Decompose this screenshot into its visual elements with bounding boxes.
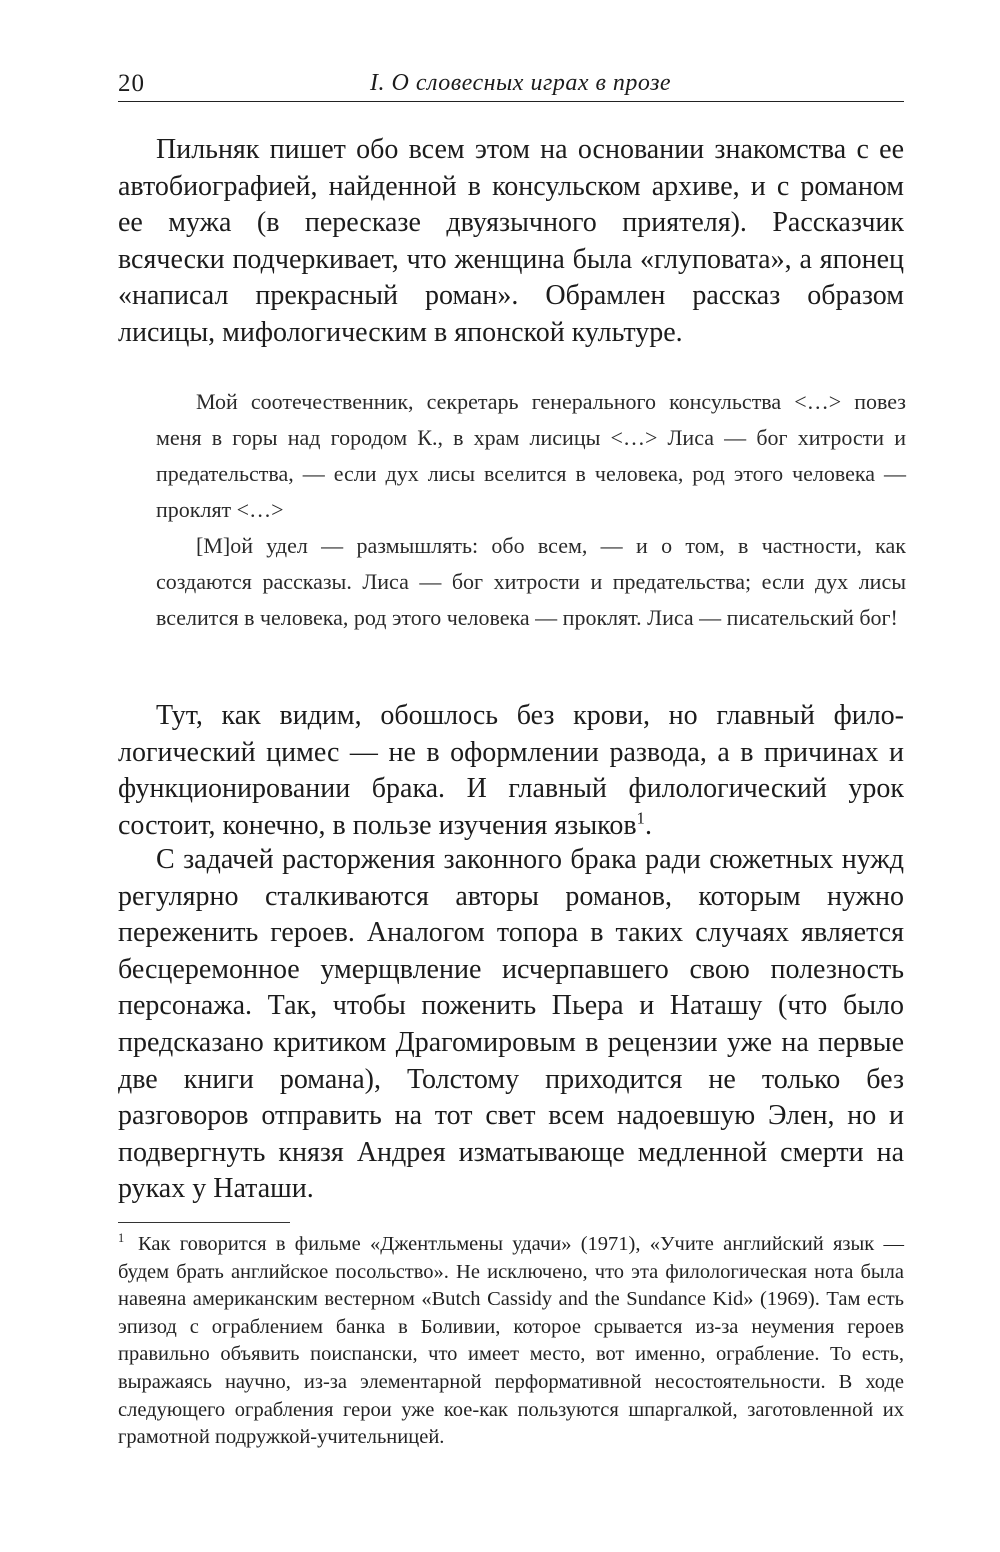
running-title: I. О словесных играх в прозе bbox=[370, 70, 672, 96]
body-paragraph: Пильняк пишет обо всем этом на основании знакомства с ее автобиографией, найденной в консульском архиве, и с романом ее мужа (в пересказе двуязычного приятеля). Рассказчик всячески подчеркивает, что женщина была «глуповата», а японец «написал прекрасный роман». Обрамлен рассказ образом лисицы, мифологическим в японской культуре. bbox=[118, 134, 904, 348]
footnote-text: Как говорится в фильме «Джентльмены удачи» (1971), «Учите английский язык — будем брать английское посольство». Не исключено, что эта филологическая нота была навеяна американским вестерном «Butch Cassidy and the Sundance Kid» (1969). Там есть эпизод с ограблением банка в Боливии, которое срывается из-за неумения героев правильно объявить поиспански, что имеет место, вот именно, ограбление. То есть, выражаясь научно, из-за элементарной перформативной несостоятельности. В ходе следующего ограбления герои уже кое-как пользуются шпаргалкой, заготовленной их грамотной подружкой-учительницей. bbox=[118, 1233, 904, 1449]
block-quote-paragraph: [М]ой удел — размышлять: обо всем, — и о том, в частности, как создаются рассказы. Лиса — бог хитрости и предательства; если дух лисы вселится в человека, род этого человека — проклят. Лиса — писательский бог! bbox=[156, 533, 906, 630]
block-quote-paragraph: Мой соотечественник, секретарь генерального консульства <…> повез меня в горы над городом К., в храм лисицы <…> Лиса — бог хитрости и предательства, — если дух лисы вселится в человека, род этого человека — проклят <…> bbox=[156, 389, 906, 522]
header-rule bbox=[118, 101, 904, 102]
footnote: $^1$ Как говорится в фильме «Джентльмены удачи» (1971), «Учите английский язык — будем брать английское посольство». Не исключено, что эта филологическая нота была навеяна американским вестерном «Butch Cassidy and the Sundance Kid» (1969). Там есть эпизод с ограблением банка в Боливии, которое срывается из-за неумения героев правильно объявить поиспански, что имеет место, вот именно, ограбление. То есть, выражаясь научно, из-за элементарной перформативной несостоятельности. В ходе следующего ограбления герои уже кое-как пользуются шпаргалкой, заготовленной их грамотной подружкой-учительницей. bbox=[118, 1231, 904, 1449]
footnote-reference[interactable]: 1 bbox=[636, 808, 645, 828]
paragraph-text: Тут, как видим, обошлось без крови, но главный филологический цимес — не в оформлении развода, а в причинах и функционировании брака. И главный филологический урок состоит, конечно, в пользе изучения языков bbox=[118, 700, 904, 841]
body-paragraph bbox=[118, 698, 904, 844]
running-head bbox=[118, 68, 904, 102]
footnote-separator bbox=[118, 1222, 290, 1223]
page-number: 20 bbox=[118, 70, 145, 97]
body-paragraph: С задачей расторжения законного брака ради сюжетных нужд регулярно сталкиваются авторы романов, которым нужно переженить героев. Аналогом топора в таких случаях является бесцеремонное умерщвление исчерпавшего свою полезность персонажа. Так, чтобы поженить Пьера и Наташу (что было предсказано критиком Драгомировым в рецензии уже на первые две книги романа), Толстому приходится не только без разговоров отправить на тот свет всем надоевшую Элен, но и подвергнуть князя Андрея изматывающе медленной смерти на руках у Наташи. bbox=[118, 844, 904, 1205]
paragraph-end-punctuation: . bbox=[644, 809, 652, 841]
